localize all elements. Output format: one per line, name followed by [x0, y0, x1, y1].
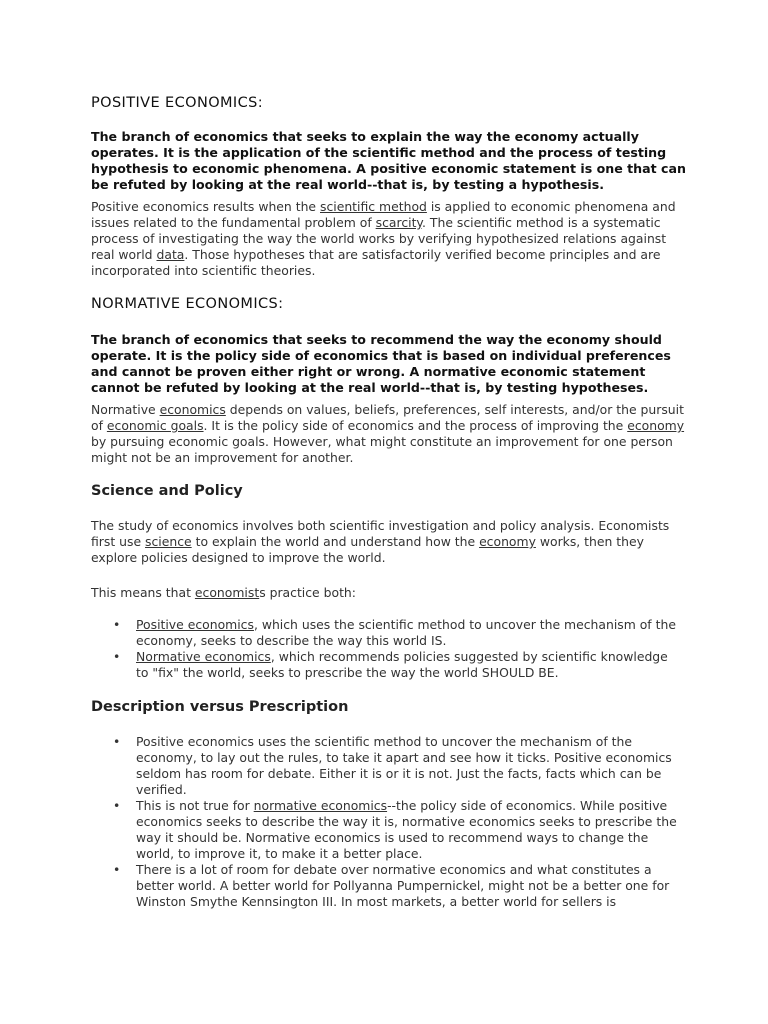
text-segment: . It is the policy side of economics and the process of improving the	[203, 418, 628, 433]
normative-economics-definition: The branch of economics that seeks to recommend the way the economy should operate. It is the policy side of economics that is based on individual preferences and cannot be proven either right or wrong. A normative economic statement cannot be refuted by looking at the real world--that is, by testing hypotheses.	[91, 332, 671, 395]
text-segment: s practice both:	[259, 585, 356, 600]
list-item-text: There is a lot of room for debate over normative economics and what constitutes a better world. A better world for Pollyanna Pumpernickel, might not be a better one for Winston Smythe Kennsington III. In most markets, a better world for sellers is	[136, 862, 670, 909]
economists-practice-paragraph	[91, 585, 691, 601]
bullet-icon: •	[113, 862, 121, 877]
positive-economics-heading: POSITIVE ECONOMICS:	[91, 95, 264, 111]
list-item	[91, 617, 681, 649]
list-item	[91, 734, 681, 798]
list-item	[91, 649, 681, 681]
positive-economics-paragraph	[91, 199, 691, 279]
normative-economics-link[interactable]: Normative economics	[136, 649, 271, 664]
scarcity-link[interactable]: scarcity	[375, 215, 423, 230]
bullet-icon: •	[113, 649, 121, 664]
text-segment: works, then they explore policies designed to improve the world.	[91, 534, 644, 565]
bullet-icon: •	[113, 734, 121, 749]
economist-link[interactable]: economist	[194, 585, 260, 600]
economy-link[interactable]: economy	[479, 534, 536, 549]
text-segment: The study of economics involves both scientific investigation and policy analysis. Economists first use	[91, 518, 670, 549]
text-segment: . The scientific method is a systematic process of investigating the way the world works by verifying hypothesized relations against real world	[91, 215, 667, 262]
text-segment: Positive economics results when the	[91, 199, 320, 214]
economic-goals-link[interactable]: economic goals	[106, 418, 204, 433]
bullet-icon: •	[113, 617, 121, 632]
text-segment: . Those hypotheses that are satisfactorily verified become principles and are incorporated into scientific theories.	[91, 247, 661, 278]
list-item-text: Positive economics uses the scientific method to uncover the mechanism of the economy, to lay out the rules, to take it apart and see how it ticks. Positive economics seldom has room for debate. Either it is or it is not. Just the facts, facts which can be verified.	[136, 734, 672, 797]
list-item-text: , which uses the scientific method to uncover the mechanism of the economy, seeks to describe the way this world IS.	[136, 617, 676, 648]
science-link[interactable]: science	[145, 534, 192, 549]
science-and-policy-heading: Science and Policy	[91, 483, 243, 499]
normative-economics-paragraph	[91, 402, 691, 466]
text-segment: depends on values, beliefs, preferences, self interests, and/or the pursuit of	[91, 402, 684, 433]
scientific-method-link[interactable]: scientific method	[320, 199, 427, 214]
science-and-policy-paragraph	[91, 518, 691, 566]
text-segment: is applied to economic phenomena and issues related to the fundamental problem of	[91, 199, 676, 230]
list-item	[91, 798, 681, 862]
normative-economics-link[interactable]: normative economics	[253, 798, 388, 813]
description-list	[91, 734, 681, 910]
text-segment: to explain the world and understand how the	[191, 534, 480, 549]
text-segment: Normative	[91, 402, 160, 417]
text-segment: by pursuing economic goals. However, what might constitute an improvement for one person might not be an improvement for another.	[91, 434, 673, 465]
bullet-icon: •	[113, 798, 121, 813]
text-segment: This means that	[91, 585, 195, 600]
list-item	[91, 862, 681, 910]
description-versus-prescription-heading: Description versus Prescription	[91, 699, 349, 715]
list-item-text: , which recommends policies suggested by scientific knowledge to "fix" the world, seeks to prescribe the way the world SHOULD BE.	[136, 649, 668, 680]
economics-link[interactable]: economics	[159, 402, 226, 417]
positive-economics-link[interactable]: Positive economics	[136, 617, 254, 632]
science-policy-list	[91, 617, 681, 681]
positive-economics-definition: The branch of economics that seeks to explain the way the economy actually operates. It is the application of the scientific method and the process of testing hypothesis to economic phenomena. A positive economic statement is one that can be refuted by looking at the real world--that is, by testing a hypothesis.	[91, 129, 686, 192]
list-item-text: --the policy side of economics. While positive economics seeks to describe the way it is, normative economics seeks to prescribe the way it should be. Normative economics is used to recommend ways to change the world, to improve it, to make it a better place.	[136, 798, 677, 861]
list-item-text: This is not true for	[136, 798, 254, 813]
economy-link[interactable]: economy	[627, 418, 685, 433]
normative-economics-heading: NORMATIVE ECONOMICS:	[91, 296, 284, 312]
data-link[interactable]: data	[156, 247, 185, 262]
